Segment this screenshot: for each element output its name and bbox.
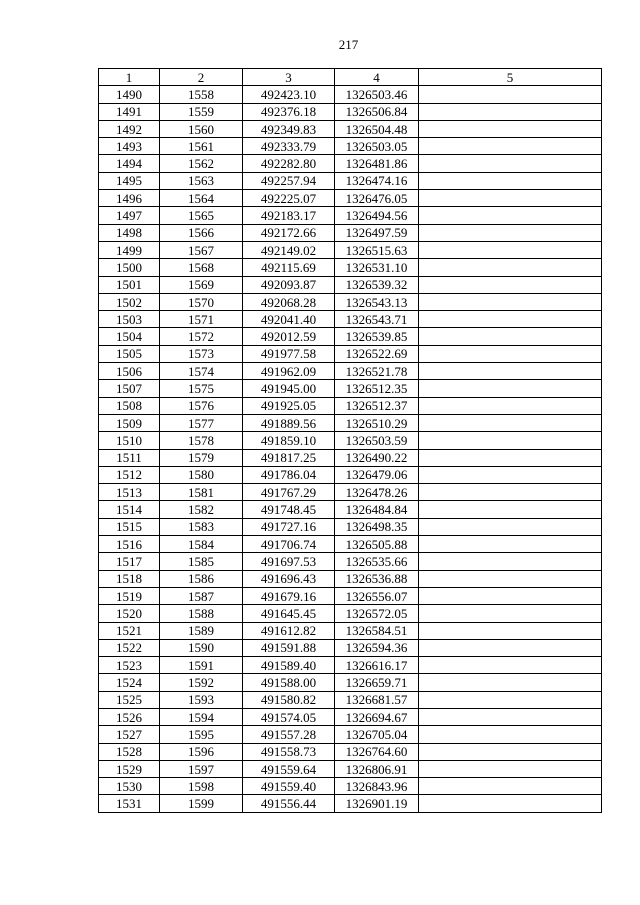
table-cell: 1564 xyxy=(160,190,243,207)
table-cell: 1592 xyxy=(160,674,243,691)
table-row xyxy=(99,276,602,293)
table-cell: 1584 xyxy=(160,536,243,553)
table-cell: 492349.83 xyxy=(243,120,335,137)
table-cell: 1326806.91 xyxy=(335,760,419,777)
table-cell: 492282.80 xyxy=(243,155,335,172)
table-cell: 1326503.05 xyxy=(335,138,419,155)
table-cell: 492225.07 xyxy=(243,190,335,207)
table-cell xyxy=(419,674,602,691)
table-cell: 1590 xyxy=(160,639,243,656)
table-cell: 1490 xyxy=(99,86,160,103)
table-cell: 491945.00 xyxy=(243,380,335,397)
table-cell: 491767.29 xyxy=(243,484,335,501)
table-row xyxy=(99,605,602,622)
table-cell xyxy=(419,605,602,622)
table-cell: 1326616.17 xyxy=(335,657,419,674)
table-cell: 1326572.05 xyxy=(335,605,419,622)
table-cell: 1494 xyxy=(99,155,160,172)
table-cell xyxy=(419,120,602,137)
table-cell: 491580.82 xyxy=(243,691,335,708)
table-cell: 1586 xyxy=(160,570,243,587)
table-cell xyxy=(419,760,602,777)
table-cell: 1582 xyxy=(160,501,243,518)
table-row xyxy=(99,103,602,120)
table-cell: 1503 xyxy=(99,311,160,328)
table-cell: 1326512.37 xyxy=(335,397,419,414)
table-cell xyxy=(419,155,602,172)
table-cell: 491706.74 xyxy=(243,536,335,553)
table-row xyxy=(99,587,602,604)
table-cell: 1326694.67 xyxy=(335,708,419,725)
table-cell: 1326584.51 xyxy=(335,622,419,639)
table-cell: 1572 xyxy=(160,328,243,345)
table-cell: 1583 xyxy=(160,518,243,535)
table-cell: 1563 xyxy=(160,172,243,189)
table-row xyxy=(99,743,602,760)
table-cell: 1326764.60 xyxy=(335,743,419,760)
table-cell: 492333.79 xyxy=(243,138,335,155)
table-cell: 491697.53 xyxy=(243,553,335,570)
table-cell: 1521 xyxy=(99,622,160,639)
table-cell: 1581 xyxy=(160,484,243,501)
table-cell: 1508 xyxy=(99,397,160,414)
table-cell: 491588.00 xyxy=(243,674,335,691)
table-row xyxy=(99,155,602,172)
table-cell: 1511 xyxy=(99,449,160,466)
table-row xyxy=(99,708,602,725)
table-cell xyxy=(419,449,602,466)
table-cell xyxy=(419,587,602,604)
table-cell: 1497 xyxy=(99,207,160,224)
table-row xyxy=(99,518,602,535)
table-row xyxy=(99,190,602,207)
table-cell: 1578 xyxy=(160,432,243,449)
table-row xyxy=(99,86,602,103)
table-cell: 1326681.57 xyxy=(335,691,419,708)
table-cell: 1507 xyxy=(99,380,160,397)
table-row xyxy=(99,172,602,189)
table-cell: 1326506.84 xyxy=(335,103,419,120)
table-cell: 1524 xyxy=(99,674,160,691)
table-row xyxy=(99,691,602,708)
table-cell: 491559.40 xyxy=(243,778,335,795)
table-cell xyxy=(419,708,602,725)
table-cell: 1562 xyxy=(160,155,243,172)
table-cell: 1595 xyxy=(160,726,243,743)
table-cell xyxy=(419,432,602,449)
table-cell: 1326535.66 xyxy=(335,553,419,570)
table-cell: 1326481.86 xyxy=(335,155,419,172)
table-row xyxy=(99,726,602,743)
table-cell: 1509 xyxy=(99,414,160,431)
table-cell: 1326536.88 xyxy=(335,570,419,587)
table-row xyxy=(99,466,602,483)
table-cell: 1326497.59 xyxy=(335,224,419,241)
table-row xyxy=(99,449,602,466)
table-cell: 492257.94 xyxy=(243,172,335,189)
table-cell: 1561 xyxy=(160,138,243,155)
table-cell: 1326474.16 xyxy=(335,172,419,189)
table-cell: 1526 xyxy=(99,708,160,725)
table-row xyxy=(99,311,602,328)
table-cell: 1326479.06 xyxy=(335,466,419,483)
table-cell: 1326843.96 xyxy=(335,778,419,795)
table-cell: 1513 xyxy=(99,484,160,501)
table-cell: 491925.05 xyxy=(243,397,335,414)
page-number: 217 xyxy=(338,37,359,52)
column-header: 5 xyxy=(419,69,602,86)
table-cell: 1491 xyxy=(99,103,160,120)
table-cell: 1514 xyxy=(99,501,160,518)
table-cell: 1326539.85 xyxy=(335,328,419,345)
column-header: 2 xyxy=(160,69,243,86)
table-cell: 1326484.84 xyxy=(335,501,419,518)
table-cell xyxy=(419,345,602,362)
table-cell: 1326515.63 xyxy=(335,241,419,258)
table-cell: 1326510.29 xyxy=(335,414,419,431)
table-row xyxy=(99,484,602,501)
table-row xyxy=(99,224,602,241)
table-cell: 491556.44 xyxy=(243,795,335,812)
table-cell: 1528 xyxy=(99,743,160,760)
table-cell: 1520 xyxy=(99,605,160,622)
table-row xyxy=(99,778,602,795)
table-cell: 1518 xyxy=(99,570,160,587)
table-cell: 1326504.48 xyxy=(335,120,419,137)
table-cell: 492423.10 xyxy=(243,86,335,103)
table-cell: 1510 xyxy=(99,432,160,449)
table-cell xyxy=(419,138,602,155)
table-cell xyxy=(419,553,602,570)
table-cell: 492093.87 xyxy=(243,276,335,293)
table-cell: 1558 xyxy=(160,86,243,103)
table-cell: 1515 xyxy=(99,518,160,535)
table-cell: 1326531.10 xyxy=(335,259,419,276)
table-cell xyxy=(419,466,602,483)
table-cell: 1517 xyxy=(99,553,160,570)
table-cell: 1326498.35 xyxy=(335,518,419,535)
table-cell: 1326539.32 xyxy=(335,276,419,293)
table-cell: 491696.43 xyxy=(243,570,335,587)
table-cell xyxy=(419,293,602,310)
table-cell xyxy=(419,224,602,241)
table-cell: 492149.02 xyxy=(243,241,335,258)
table-cell: 1560 xyxy=(160,120,243,137)
table-cell xyxy=(419,795,602,812)
table-row xyxy=(99,414,602,431)
table-row xyxy=(99,760,602,777)
table-cell: 1326505.88 xyxy=(335,536,419,553)
table-cell: 1499 xyxy=(99,241,160,258)
table-cell: 1565 xyxy=(160,207,243,224)
table-cell xyxy=(419,484,602,501)
table-cell: 1589 xyxy=(160,622,243,639)
table-cell: 1326522.69 xyxy=(335,345,419,362)
table-cell: 1500 xyxy=(99,259,160,276)
table-cell: 1522 xyxy=(99,639,160,656)
table-cell: 1575 xyxy=(160,380,243,397)
column-header: 3 xyxy=(243,69,335,86)
table-cell: 491786.04 xyxy=(243,466,335,483)
table-cell xyxy=(419,207,602,224)
table-row xyxy=(99,293,602,310)
table-cell: 1326512.35 xyxy=(335,380,419,397)
table-row xyxy=(99,657,602,674)
table-row xyxy=(99,207,602,224)
table-row xyxy=(99,553,602,570)
table-cell: 491889.56 xyxy=(243,414,335,431)
table-cell xyxy=(419,397,602,414)
table-cell xyxy=(419,570,602,587)
table-cell: 1326543.13 xyxy=(335,293,419,310)
table-cell: 1580 xyxy=(160,466,243,483)
table-cell xyxy=(419,657,602,674)
table-cell: 1570 xyxy=(160,293,243,310)
table-cell: 1512 xyxy=(99,466,160,483)
table-cell xyxy=(419,518,602,535)
table-cell xyxy=(419,743,602,760)
table-cell: 492183.17 xyxy=(243,207,335,224)
table-row xyxy=(99,120,602,137)
table-cell: 1571 xyxy=(160,311,243,328)
table-cell: 1529 xyxy=(99,760,160,777)
table-row xyxy=(99,795,602,812)
table-cell: 1326659.71 xyxy=(335,674,419,691)
table-cell: 1585 xyxy=(160,553,243,570)
table-cell: 1496 xyxy=(99,190,160,207)
table-cell: 1579 xyxy=(160,449,243,466)
table-cell: 1593 xyxy=(160,691,243,708)
table-row xyxy=(99,380,602,397)
table-cell: 491962.09 xyxy=(243,363,335,380)
table-cell: 1326556.07 xyxy=(335,587,419,604)
table-cell: 1506 xyxy=(99,363,160,380)
table-row xyxy=(99,345,602,362)
table-cell: 1588 xyxy=(160,605,243,622)
table-cell xyxy=(419,311,602,328)
table-cell: 1574 xyxy=(160,363,243,380)
table-row xyxy=(99,501,602,518)
table-cell: 491859.10 xyxy=(243,432,335,449)
table-cell: 492068.28 xyxy=(243,293,335,310)
coordinates-table xyxy=(98,68,602,813)
column-header: 1 xyxy=(99,69,160,86)
table-cell: 491817.25 xyxy=(243,449,335,466)
table-cell: 1527 xyxy=(99,726,160,743)
table-row xyxy=(99,328,602,345)
table-row xyxy=(99,674,602,691)
table-cell: 1566 xyxy=(160,224,243,241)
table-cell: 491977.58 xyxy=(243,345,335,362)
table-cell: 1493 xyxy=(99,138,160,155)
table-cell xyxy=(419,363,602,380)
table-cell: 1568 xyxy=(160,259,243,276)
table-cell: 491591.88 xyxy=(243,639,335,656)
table-header-row xyxy=(99,69,602,86)
table-cell: 1576 xyxy=(160,397,243,414)
table-cell: 1501 xyxy=(99,276,160,293)
table-cell xyxy=(419,414,602,431)
table-cell: 1326478.26 xyxy=(335,484,419,501)
table-cell: 491589.40 xyxy=(243,657,335,674)
table-cell: 1495 xyxy=(99,172,160,189)
table-row xyxy=(99,138,602,155)
table-cell xyxy=(419,276,602,293)
table-cell xyxy=(419,172,602,189)
column-header: 4 xyxy=(335,69,419,86)
table-cell xyxy=(419,241,602,258)
table-cell: 1519 xyxy=(99,587,160,604)
table-cell: 1516 xyxy=(99,536,160,553)
table-cell: 1505 xyxy=(99,345,160,362)
table-cell: 1530 xyxy=(99,778,160,795)
table-cell: 1596 xyxy=(160,743,243,760)
table-cell: 1591 xyxy=(160,657,243,674)
table-cell: 491557.28 xyxy=(243,726,335,743)
table-cell xyxy=(419,536,602,553)
table-row xyxy=(99,639,602,656)
table-cell: 492376.18 xyxy=(243,103,335,120)
table-cell: 492172.66 xyxy=(243,224,335,241)
table-cell: 1587 xyxy=(160,587,243,604)
table-cell: 491574.05 xyxy=(243,708,335,725)
table-cell: 491612.82 xyxy=(243,622,335,639)
table-cell: 1577 xyxy=(160,414,243,431)
table-cell: 1523 xyxy=(99,657,160,674)
table-cell: 1525 xyxy=(99,691,160,708)
table-cell xyxy=(419,501,602,518)
table-cell: 491727.16 xyxy=(243,518,335,535)
table-body xyxy=(99,86,602,812)
table-cell xyxy=(419,103,602,120)
table-cell: 1326494.56 xyxy=(335,207,419,224)
table-cell xyxy=(419,622,602,639)
table-row xyxy=(99,622,602,639)
table-cell: 1492 xyxy=(99,120,160,137)
table-cell: 491559.64 xyxy=(243,760,335,777)
table-cell: 491679.16 xyxy=(243,587,335,604)
table-cell xyxy=(419,639,602,656)
table-row xyxy=(99,536,602,553)
table-cell: 1326705.04 xyxy=(335,726,419,743)
table-cell xyxy=(419,691,602,708)
table-cell: 1531 xyxy=(99,795,160,812)
table-cell: 1573 xyxy=(160,345,243,362)
table-row xyxy=(99,259,602,276)
table-cell: 1326543.71 xyxy=(335,311,419,328)
table-cell xyxy=(419,86,602,103)
table-row xyxy=(99,241,602,258)
table-cell xyxy=(419,380,602,397)
table-cell xyxy=(419,190,602,207)
table-cell: 1567 xyxy=(160,241,243,258)
table-cell: 1326503.59 xyxy=(335,432,419,449)
table-row xyxy=(99,570,602,587)
table-cell: 1326503.46 xyxy=(335,86,419,103)
table-cell xyxy=(419,726,602,743)
table-cell: 1326594.36 xyxy=(335,639,419,656)
table-cell xyxy=(419,328,602,345)
table-cell: 492012.59 xyxy=(243,328,335,345)
table-cell: 1504 xyxy=(99,328,160,345)
table-cell xyxy=(419,259,602,276)
table-cell: 1597 xyxy=(160,760,243,777)
table-cell: 1498 xyxy=(99,224,160,241)
table-cell: 1559 xyxy=(160,103,243,120)
table-row xyxy=(99,432,602,449)
table-cell: 492041.40 xyxy=(243,311,335,328)
table-row xyxy=(99,397,602,414)
table-cell: 1502 xyxy=(99,293,160,310)
table-cell: 491645.45 xyxy=(243,605,335,622)
table-cell: 1326490.22 xyxy=(335,449,419,466)
table-cell: 491748.45 xyxy=(243,501,335,518)
table-cell: 491558.73 xyxy=(243,743,335,760)
table-cell: 1326901.19 xyxy=(335,795,419,812)
table-cell: 492115.69 xyxy=(243,259,335,276)
table-cell: 1569 xyxy=(160,276,243,293)
table-cell: 1594 xyxy=(160,708,243,725)
table-row xyxy=(99,363,602,380)
table-cell xyxy=(419,778,602,795)
table-cell: 1599 xyxy=(160,795,243,812)
table-cell: 1326521.78 xyxy=(335,363,419,380)
table-cell: 1326476.05 xyxy=(335,190,419,207)
table-cell: 1598 xyxy=(160,778,243,795)
